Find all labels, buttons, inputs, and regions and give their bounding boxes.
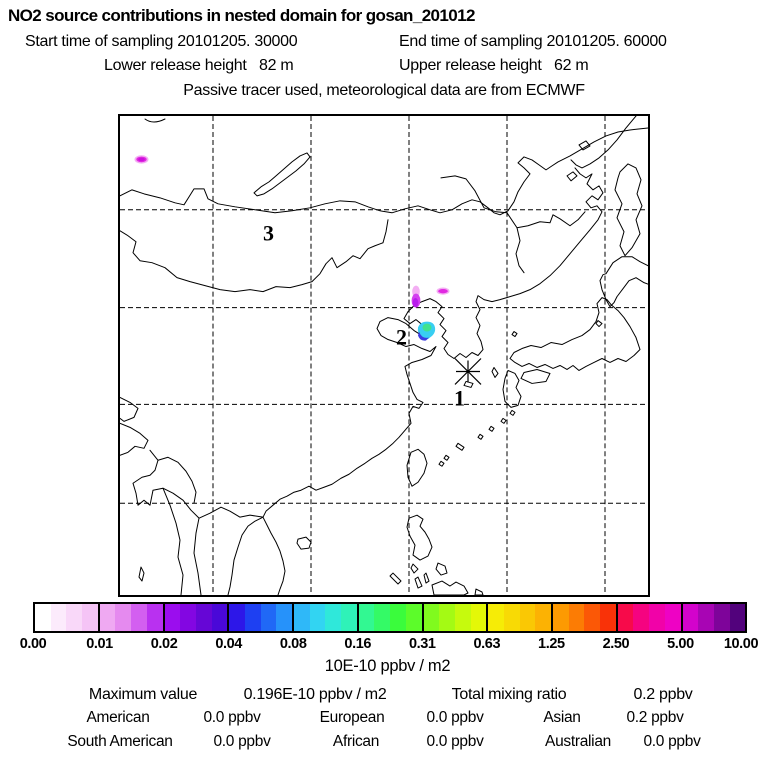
colorbar-cell bbox=[390, 604, 406, 631]
colorbar-cell bbox=[374, 604, 390, 631]
colorbar-tick-label: 0.02 bbox=[150, 636, 178, 652]
colorbar-tick-label: 1.25 bbox=[538, 636, 565, 652]
maximum-value: 0.196E-10 ppbv / m2 bbox=[243, 686, 387, 703]
page-title: NO2 source contributions in nested domain for gosan_201012 bbox=[8, 6, 475, 25]
map-canvas bbox=[120, 116, 648, 595]
colorbar-cell bbox=[115, 604, 131, 631]
colorbar-cell bbox=[618, 604, 634, 631]
colorbar-cell bbox=[310, 604, 326, 631]
island-bottom-edge bbox=[475, 589, 483, 595]
coastline-myanmar bbox=[133, 450, 201, 595]
island-honshu bbox=[510, 298, 640, 371]
island-sado bbox=[596, 321, 602, 327]
island-mindoro bbox=[411, 564, 418, 573]
colorbar-cell bbox=[180, 604, 196, 631]
island-negros bbox=[415, 577, 422, 588]
coastline-kamchatka bbox=[571, 116, 636, 168]
island-luzon bbox=[407, 515, 432, 560]
total-mixing-ratio-label: Total mixing ratio bbox=[451, 686, 567, 703]
colorbar-tick-label: 5.00 bbox=[667, 636, 694, 652]
colorbar-cell bbox=[455, 604, 471, 631]
coastline-north-okhotsk bbox=[120, 128, 648, 215]
coastlines bbox=[120, 116, 648, 595]
region-value: 0.2 ppbv bbox=[626, 709, 684, 726]
start-time-text: Start time of sampling 20101205. 30000 bbox=[25, 33, 298, 50]
colorbar-cell bbox=[698, 604, 714, 631]
colorbar-cell bbox=[439, 604, 455, 631]
map-frame bbox=[118, 114, 650, 597]
colorbar-tick-label: 0.63 bbox=[473, 636, 501, 652]
ryukyu-1 bbox=[510, 410, 515, 415]
ryukyu-4 bbox=[478, 434, 483, 439]
island-cebu bbox=[424, 573, 429, 583]
colorbar-cell bbox=[51, 604, 67, 631]
ryukyu-3 bbox=[489, 426, 494, 431]
colorbar-cell bbox=[584, 604, 600, 631]
colorbar-unit-label: 10E-10 ppbv / m2 bbox=[324, 657, 451, 675]
lat-lon-gridlines bbox=[120, 116, 648, 595]
island-mindanao bbox=[432, 581, 468, 595]
colorbar-cell bbox=[504, 604, 520, 631]
colorbar-cell bbox=[196, 604, 212, 631]
colorbar-tick-label: 0.16 bbox=[344, 636, 372, 652]
colorbar-cell bbox=[229, 604, 245, 631]
colorbar-tick-label: 0.01 bbox=[86, 636, 113, 652]
colorbar-cell bbox=[569, 604, 585, 631]
colorbar-cell bbox=[294, 604, 310, 631]
end-time-text: End time of sampling 20101205. 60000 bbox=[399, 33, 667, 50]
region-name: European bbox=[319, 709, 385, 726]
border-mongolia bbox=[120, 220, 388, 292]
border-vietnam-inner bbox=[228, 517, 263, 595]
colorbar bbox=[33, 602, 747, 633]
colorbar-tick-label: 0.31 bbox=[408, 636, 436, 652]
border-amur bbox=[441, 176, 585, 228]
colorbar-cell bbox=[100, 604, 116, 631]
colorbar-cell bbox=[359, 604, 375, 631]
island-samar bbox=[436, 563, 447, 575]
border-thailand bbox=[163, 488, 183, 595]
marker-2-label: 2 bbox=[396, 324, 407, 350]
colorbar-cell bbox=[165, 604, 181, 631]
colorbar-tick-label: 2.50 bbox=[602, 636, 630, 652]
island-kyushu bbox=[503, 370, 521, 407]
region-name: Australian bbox=[545, 733, 611, 750]
colorbar-tick-label: 0.08 bbox=[279, 636, 307, 652]
colorbar-cell bbox=[714, 604, 730, 631]
island-hainan bbox=[297, 537, 311, 549]
colorbar-cell bbox=[471, 604, 489, 631]
ryukyu-5 bbox=[444, 455, 449, 460]
island-taiwan bbox=[407, 449, 427, 486]
island-okinawa bbox=[456, 443, 464, 450]
colorbar-cell bbox=[730, 604, 746, 631]
border-himalaya-2 bbox=[120, 397, 138, 421]
region-value: 0.0 ppbv bbox=[643, 733, 701, 750]
maximum-value-label: Maximum value bbox=[88, 686, 198, 703]
island-andaman bbox=[139, 567, 144, 581]
colorbar-tick-label: 0.04 bbox=[215, 636, 242, 652]
island-oki bbox=[512, 332, 517, 337]
marker-3-label: 3 bbox=[263, 220, 274, 246]
colorbar-cell bbox=[424, 604, 440, 631]
colorbar-cell bbox=[488, 604, 504, 631]
marker-1-label: 1 bbox=[454, 385, 465, 411]
border-himalaya-1 bbox=[120, 423, 148, 455]
colorbar-cell bbox=[212, 604, 230, 631]
region-value: 0.0 ppbv bbox=[213, 733, 271, 750]
colorbar-cell bbox=[535, 604, 553, 631]
region-name: American bbox=[86, 709, 150, 726]
colorbar-cell bbox=[82, 604, 100, 631]
receptor-asterisk bbox=[455, 358, 481, 384]
ryukyu-2 bbox=[501, 418, 506, 423]
colorbar-cell bbox=[131, 604, 147, 631]
colorbar-cell bbox=[245, 604, 261, 631]
island-shikoku bbox=[521, 369, 550, 383]
region-name: South American bbox=[67, 733, 173, 750]
colorbar-cell bbox=[147, 604, 165, 631]
colorbar-cell bbox=[341, 604, 359, 631]
colorbar-cell bbox=[600, 604, 618, 631]
lake-baikal bbox=[254, 153, 310, 196]
colorbar-cell bbox=[665, 604, 683, 631]
region-value: 0.0 ppbv bbox=[426, 709, 484, 726]
colorbar-cell bbox=[649, 604, 665, 631]
border-laos bbox=[199, 507, 263, 518]
tracer-note-text: Passive tracer used, meteorological data are from ECMWF bbox=[183, 82, 585, 99]
island-palawan bbox=[390, 573, 401, 584]
region-value: 0.0 ppbv bbox=[203, 709, 261, 726]
colorbar-cell bbox=[66, 604, 82, 631]
colorbar-cell bbox=[276, 604, 294, 631]
map-marker-labels bbox=[263, 221, 465, 411]
colorbar-tick-label: 10.00 bbox=[723, 636, 759, 652]
colorbar-cell bbox=[325, 604, 341, 631]
upper-release-text: Upper release height 62 m bbox=[399, 57, 589, 74]
region-name: African bbox=[332, 733, 380, 750]
colorbar-cell bbox=[553, 604, 569, 631]
colorbar-cell bbox=[683, 604, 699, 631]
ryukyu-6 bbox=[439, 461, 444, 466]
island-hokkaido bbox=[600, 257, 648, 307]
region-name: Asian bbox=[543, 709, 581, 726]
border-ussuri bbox=[516, 228, 524, 273]
island-tsushima bbox=[492, 367, 498, 377]
concentration-plumes bbox=[135, 155, 450, 340]
coastline-top-arc bbox=[145, 119, 165, 122]
region-value: 0.0 ppbv bbox=[426, 733, 484, 750]
colorbar-tick-label: 0.00 bbox=[19, 636, 47, 652]
total-mixing-ratio-value: 0.2 ppbv bbox=[633, 686, 693, 703]
colorbar-cell bbox=[261, 604, 277, 631]
colorbar-cell bbox=[633, 604, 649, 631]
lower-release-text: Lower release height 82 m bbox=[104, 57, 294, 74]
colorbar-cell bbox=[520, 604, 536, 631]
islet-okhotsk-2 bbox=[567, 172, 577, 181]
colorbar-cell bbox=[35, 604, 51, 631]
coastline-mainland-asia bbox=[263, 168, 603, 595]
colorbar-cell bbox=[406, 604, 424, 631]
